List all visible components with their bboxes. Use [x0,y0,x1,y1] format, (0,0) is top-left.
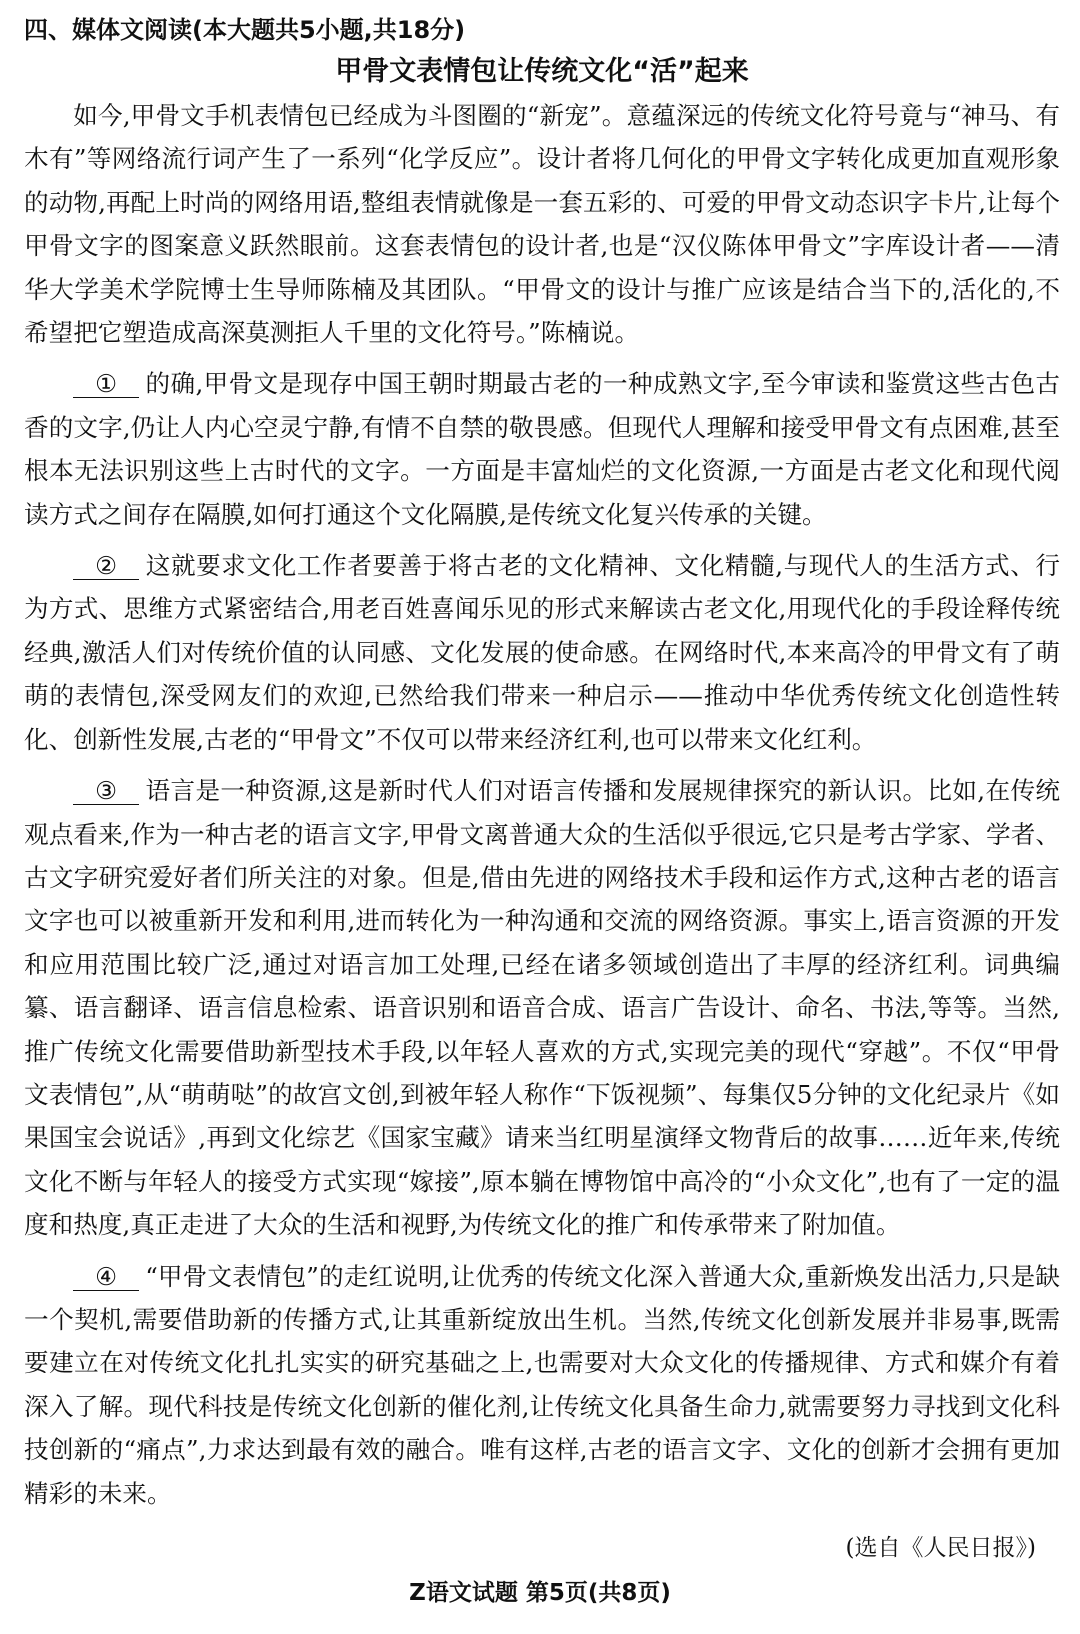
answer-blank-2[interactable]: ② [73,553,139,580]
exam-page [24,14,1060,1565]
answer-blank-3[interactable]: ③ [73,778,139,805]
answer-blank-1[interactable]: ① [73,371,139,398]
paragraph-5 [24,1255,1060,1515]
answer-blank-4[interactable]: ④ [73,1264,139,1291]
paragraph-3 [24,544,1060,761]
paragraph-4-text: 语言是一种资源,这是新时代人们对语言传播和发展规律探究的新认识。比如,在传统观点看来,作为一种古老的语言文字,甲骨文离普通大众的生活似乎很远,它只是考古学家、学者、古文字研究爱好者们所关注的对象。但是,借由先进的网络技术手段和运作方式,这种古老的语言文字也可以被重新开发和利用,进而转化为一种沟通和交流的网络资源。事实上,语言资源的开发和应用范围比较广泛,通过对语言加工处理,已经在诸多领域创造出了丰厚的经济红利。词典编纂、语言翻译、语言信息检索、语音识别和语音合成、语言广告设计、命名、书法,等等。当然,推广传统文化需要借助新型技术手段,以年轻人喜欢的方式,实现完美的现代“穿越”。不仅“甲骨文表情包”,从“萌萌哒”的故宫文创,到被年轻人称作“下饭视频”、每集仅5分钟的文化纪录片《如果国宝会说话》,再到文化综艺《国家宝藏》请来当红明星演绎文物背后的故事……近年来,传统文化不断与年轻人的接受方式实现“嫁接”,原本躺在博物馆中高冷的“小众文化”,也有了一定的温度和热度,真正走进了大众的生活和视野,为传统文化的推广和传承带来了附加值。 [24,776,1060,1240]
source-citation: (选自《人民日报》) [845,1535,1036,1561]
paragraph-5-text: “甲骨文表情包”的走红说明,让优秀的传统文化深入普通大众,重新焕发出活力,只是缺一个契机,需要借助新的传播方式,让其重新绽放出生机。当然,传统文化创新发展并非易事,既需要建立在对传统文化扎扎实实的研究基础之上,也需要对大众文化的传播规律、方式和媒介有着深入了解。现代科技是传统文化创新的催化剂,让传统文化具备生命力,就需要努力寻找到文化科技创新的“痛点”,力求达到最有效的融合。唯有这样,古老的语言文字、文化的创新才会拥有更加精彩的未来。 [24,1261,1060,1508]
paragraph-2 [24,362,1060,536]
paragraph-4 [24,769,1060,1246]
paragraph-3-text: 这就要求文化工作者要善于将古老的文化精神、文化精髓,与现代人的生活方式、行为方式、思维方式紧密结合,用老百姓喜闻乐见的形式来解读古老文化,用现代化的手段诠释传统经典,激活人们对传统价值的认同感、文化发展的使命感。在网络时代,本来高冷的甲骨文有了萌萌的表情包,深受网友们的欢迎,已然给我们带来一种启示——推动中华优秀传统文化创造性转化、创新性发展,古老的“甲骨文”不仅可以带来经济红利,也可以带来文化红利。 [24,551,1060,754]
article-body [24,94,1060,1515]
section-heading: 四、媒体文阅读(本大题共5小题,共18分) [24,16,466,44]
article-title: 甲骨文表情包让传统文化“活”起来 [335,56,749,87]
page-footer: Z语文试题 第5页(共8页) [409,1580,671,1606]
paragraph-2-text: 的确,甲骨文是现存中国王朝时期最古老的一种成熟文字,至今审读和鉴赏这些古色古香的文字,仍让人内心空灵宁静,有情不自禁的敬畏感。但现代人理解和接受甲骨文有点困难,甚至根本无法识别这些上古时代的文字。一方面是丰富灿烂的文化资源,一方面是古老文化和现代阅读方式之间存在隔膜,如何打通这个文化隔膜,是传统文化复兴传承的关键。 [24,369,1060,529]
paragraph-1: 如今,甲骨文手机表情包已经成为斗图圈的“新宠”。意蕴深远的传统文化符号竟与“神马、有木有”等网络流行词产生了一系列“化学反应”。设计者将几何化的甲骨文字转化成更加直观形象的动物,再配上时尚的网络用语,整组表情就像是一套五彩的、可爱的甲骨文动态识字卡片,让每个甲骨文字的图案意义跃然眼前。这套表情包的设计者,也是“汉仪陈体甲骨文”字库设计者——清华大学美术学院博士生导师陈楠及其团队。“甲骨文的设计与推广应该是结合当下的,活化的,不希望把它塑造成高深莫测拒人千里的文化符号。”陈楠说。 [24,101,1060,348]
